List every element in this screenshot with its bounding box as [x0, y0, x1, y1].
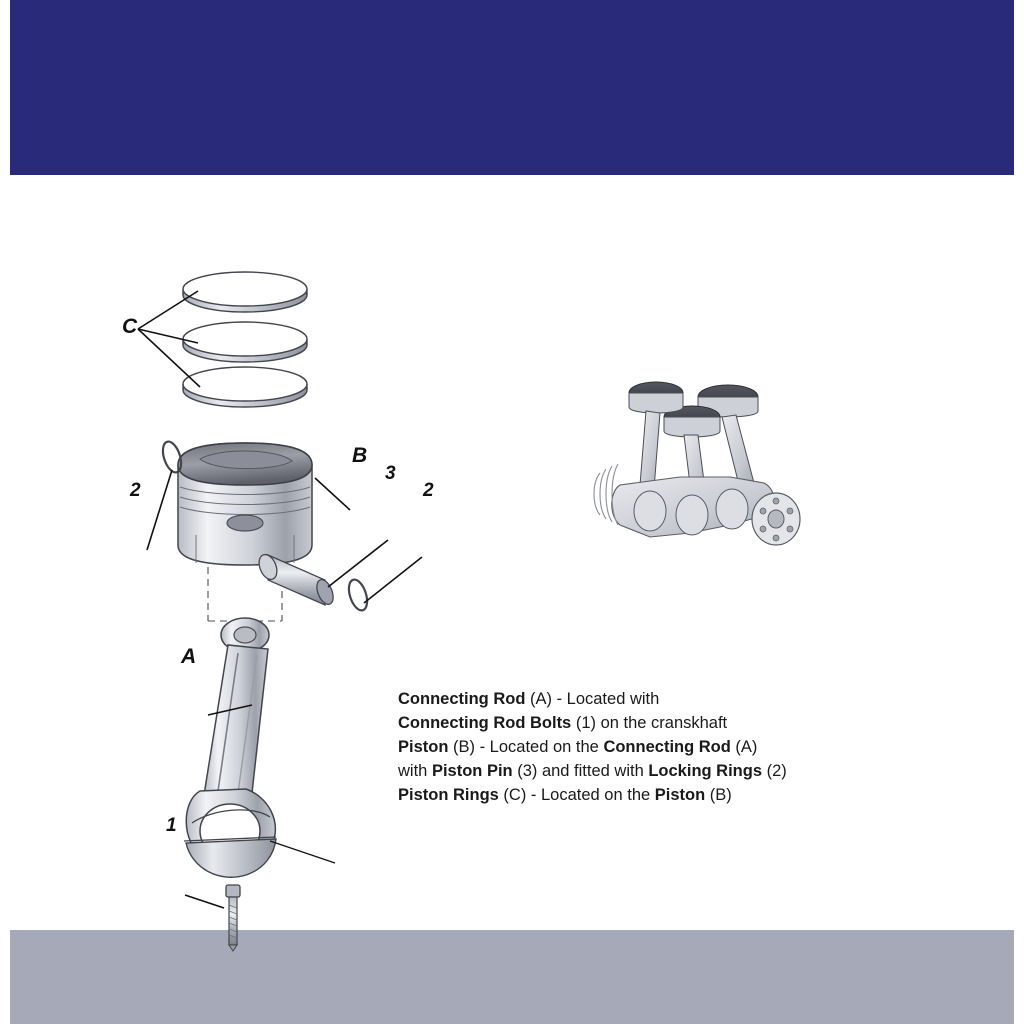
caption-text-5b: (B) [705, 786, 732, 804]
caption-term-piston-2: Piston [654, 786, 706, 804]
caption-term-connecting-rod: Connecting Rod [398, 690, 526, 708]
caption-text-4b: (3) and fitted with [512, 762, 649, 780]
caption-text-4c: (2) [762, 762, 787, 780]
callout-label-3: 3 [385, 463, 396, 484]
header-band [10, 0, 1014, 175]
crankshaft-assembly-thumbnail [580, 365, 840, 595]
caption-line-1 [398, 687, 878, 711]
callout-label-2-left: 2 [130, 480, 141, 501]
locking-ring-left [159, 439, 184, 474]
caption-line-4 [398, 759, 878, 783]
caption-block [398, 687, 878, 807]
caption-text-1: (A) - Located with [525, 690, 660, 708]
callout-label-a: A [181, 645, 197, 668]
caption-term-connecting-rod-bolts: Connecting Rod Bolts [398, 714, 572, 732]
caption-text-4a: with [398, 762, 432, 780]
caption-line-3 [398, 735, 878, 759]
connecting-rod-group [184, 618, 335, 877]
callout-label-c: C [122, 315, 138, 338]
piston-group [178, 443, 312, 621]
caption-text-5a: (C) - Located on the [498, 786, 655, 804]
caption-term-piston: Piston [398, 738, 449, 756]
caption-term-piston-rings: Piston Rings [398, 786, 499, 804]
caption-term-locking-rings: Locking Rings [648, 762, 763, 780]
caption-line-5 [398, 783, 878, 807]
caption-text-3a: (B) - Located on the [448, 738, 604, 756]
caption-text-3b: (A) [730, 738, 758, 756]
rod-bolt-group [226, 885, 240, 951]
callout-label-2-right: 2 [423, 480, 434, 501]
diagram-stage [0, 175, 1024, 930]
caption-term-piston-pin: Piston Pin [431, 762, 513, 780]
caption-line-2 [398, 711, 878, 735]
callout-label-b: B [352, 444, 368, 467]
caption-term-connecting-rod-2: Connecting Rod [603, 738, 731, 756]
callout-label-1: 1 [166, 815, 177, 836]
exploded-assembly-illustration [100, 235, 560, 955]
caption-text-2: (1) on the cranskhaft [571, 714, 728, 732]
piston-rings-group [183, 272, 307, 407]
locking-ring-right [345, 577, 370, 612]
